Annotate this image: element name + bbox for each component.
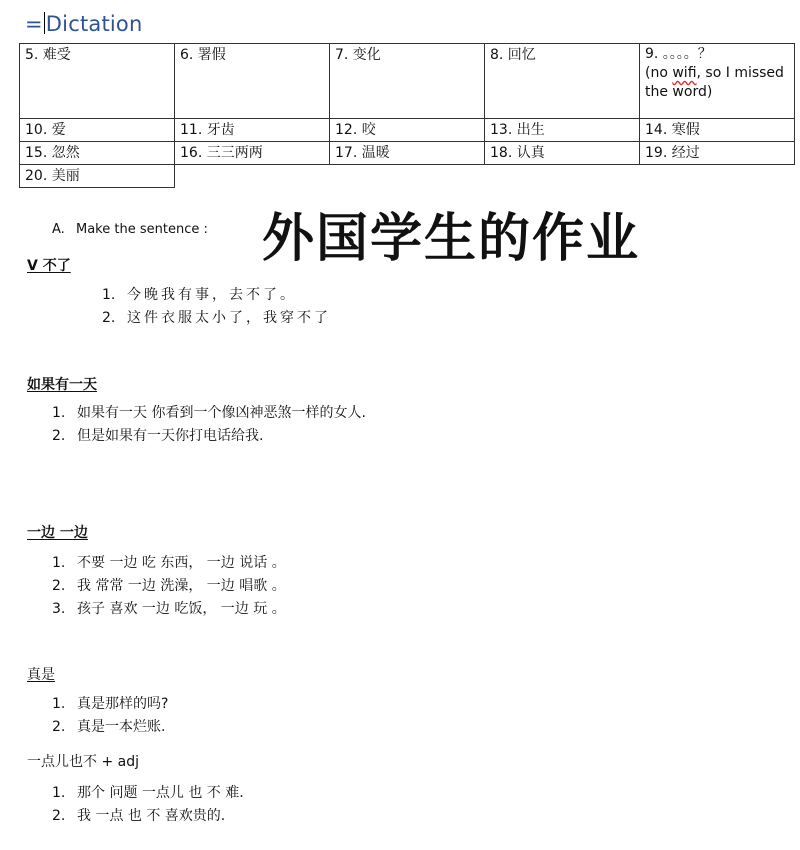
section-heading: 一点儿也不 + adj: [27, 754, 139, 770]
item-number: 3.: [52, 601, 66, 617]
table-cell: 13. 出生: [485, 119, 640, 142]
list-item: [102, 284, 331, 307]
item-number: 2.: [102, 310, 116, 326]
list-item: [52, 782, 244, 805]
item-number: 1.: [52, 696, 66, 712]
task-text: Make the sentence :: [76, 222, 208, 237]
sentence: 那个 问题 一点儿 也 不 难.: [77, 785, 244, 801]
empty-cell: [640, 165, 795, 188]
table-cell-9: [640, 44, 795, 119]
table-cell: 16. 三三两两: [175, 142, 330, 165]
section-heading: V 不了: [27, 258, 71, 274]
item-number: 2.: [52, 719, 66, 735]
table-cell: 12. 咬: [330, 119, 485, 142]
sentence: 今晚我有事，去不了。: [127, 287, 297, 303]
item-number: 1.: [102, 287, 116, 303]
section-heading: 一边 一边: [27, 525, 88, 541]
table-cell: 8. 回忆: [485, 44, 640, 119]
note-part: (no: [645, 65, 673, 81]
sentence: 这件衣服太小了，我穿不了: [127, 310, 331, 326]
table-row: [20, 165, 795, 188]
sentence: 不要 一边 吃 东西， 一边 说话 。: [77, 555, 286, 571]
item-number: 2.: [52, 428, 66, 444]
empty-cell: [485, 165, 640, 188]
table-cell: 5. 难受: [20, 44, 175, 119]
list-item: [52, 575, 286, 598]
list-item: [52, 716, 168, 739]
sentence-list: [52, 552, 286, 621]
sentence: 孩子 喜欢 一边 吃饭， 一边 玩 。: [77, 601, 286, 617]
cell-9-number: 9. 。。。。？: [645, 46, 712, 62]
table-row: [20, 44, 795, 119]
empty-cell: [330, 165, 485, 188]
item-number: 2.: [52, 808, 66, 824]
sentence: 如果有一天 你看到一个像凶神恶煞一样的女人.: [77, 405, 366, 421]
item-number: 1.: [52, 555, 66, 571]
table-cell: 17. 温暖: [330, 142, 485, 165]
sentence: 真是一本烂账.: [77, 719, 166, 735]
list-item: [52, 693, 168, 716]
table-cell: 7. 变化: [330, 44, 485, 119]
title-prefix: =: [25, 12, 43, 36]
sentence: 真是那样的吗?: [77, 696, 169, 712]
list-item: [52, 425, 366, 448]
table-cell: 20. 美丽: [20, 165, 175, 188]
task-instruction: [52, 222, 208, 237]
sentence-list: [52, 402, 366, 448]
dictation-table: [19, 43, 795, 188]
list-item: [102, 307, 331, 330]
sentence: 我 常常 一边 洗澡， 一边 唱歌 。: [77, 578, 286, 594]
sentence: 但是如果有一天你打电话给我.: [77, 428, 264, 444]
list-item: [52, 552, 286, 575]
title-text: Dictation: [45, 12, 143, 36]
section-heading: 如果有一天: [27, 377, 97, 393]
table-row: [20, 119, 795, 142]
sentence: 我 一点 也 不 喜欢贵的.: [77, 808, 226, 824]
sentence-list: [52, 782, 244, 828]
table-cell: 19. 经过: [640, 142, 795, 165]
misspelled-word: wifi: [672, 65, 697, 81]
table-cell: 18. 认真: [485, 142, 640, 165]
table-cell: 11. 牙齿: [175, 119, 330, 142]
sentence-list: [102, 284, 331, 330]
task-label: A.: [52, 222, 65, 237]
section-heading: 真是: [27, 667, 55, 683]
text-cursor: [44, 12, 45, 34]
sentence-list: [52, 693, 168, 739]
overlay-caption: 外国学生的作业: [262, 209, 641, 269]
table-row: [20, 142, 795, 165]
cell-9-note: [645, 64, 789, 102]
list-item: [52, 805, 244, 828]
item-number: 1.: [52, 785, 66, 801]
item-number: 2.: [52, 578, 66, 594]
empty-cell: [175, 165, 330, 188]
list-item: [52, 598, 286, 621]
item-number: 1.: [52, 405, 66, 421]
list-item: [52, 402, 366, 425]
table-cell: 10. 爱: [20, 119, 175, 142]
document-title: [25, 12, 142, 36]
table-cell: 14. 寒假: [640, 119, 795, 142]
note-part: , so I missed the word): [645, 65, 784, 100]
table-cell: 6. 署假: [175, 44, 330, 119]
table-cell: 15. 忽然: [20, 142, 175, 165]
